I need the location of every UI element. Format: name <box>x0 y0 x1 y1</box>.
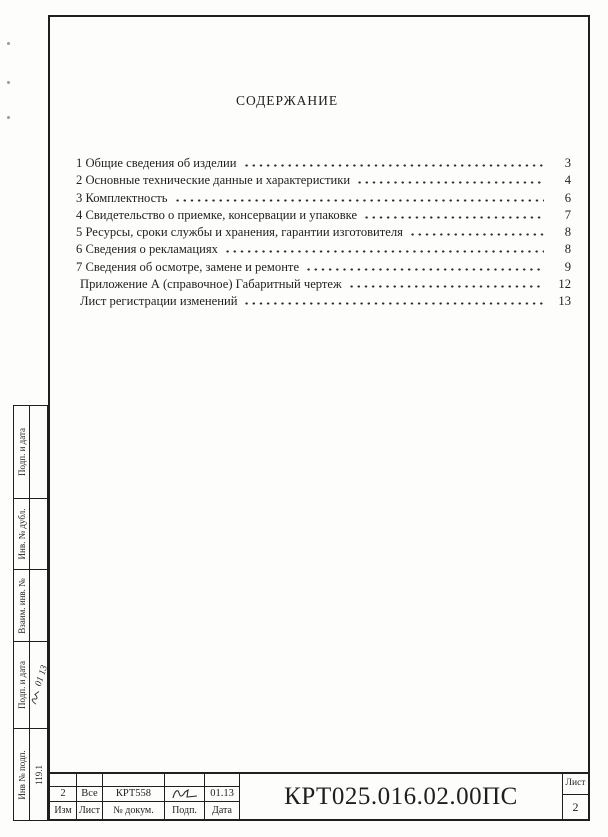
toc-entry-label: Приложение А (справочное) Габаритный чертеж <box>80 277 342 292</box>
page-title: СОДЕРЖАНИЕ <box>236 93 339 108</box>
title-block-empty-cell <box>50 774 77 787</box>
toc-leader-dots <box>363 216 544 219</box>
toc-row <box>76 225 571 242</box>
sheet-number-box <box>563 774 588 819</box>
strip-value-cell <box>30 406 47 499</box>
toc-row <box>76 242 571 259</box>
revision-sheet: Все <box>77 787 103 802</box>
toc-leader-dots <box>356 181 544 184</box>
toc-row <box>76 173 571 190</box>
strip-value-cell <box>30 499 47 570</box>
sheet-number: 2 <box>572 800 579 814</box>
toc-row <box>76 277 571 294</box>
toc-entry-label: 1 Общие сведения об изделии <box>76 156 237 170</box>
toc-page-number: 12 <box>558 277 571 292</box>
strip-label: Инв. № дубл. <box>16 508 27 560</box>
drawing-frame <box>48 15 590 821</box>
toc-leader-dots <box>174 199 544 202</box>
revision-number: 2 <box>50 787 77 802</box>
strip-label: Подп. и дата <box>16 427 27 477</box>
toc-page-number: 3 <box>564 156 571 170</box>
toc-page-number: 4 <box>564 173 571 188</box>
signature-icon <box>170 788 200 800</box>
strip-label: Инв № подп. <box>16 749 27 800</box>
handwritten-signature-date <box>28 664 50 705</box>
strip-label-cell <box>14 729 30 820</box>
signature-cell <box>165 787 205 802</box>
toc-entry-label: 5 Ресурсы, сроки службы и хранения, гарантии изготовителя <box>76 225 403 240</box>
toc-leader-dots <box>224 250 544 253</box>
inventory-side-strip <box>13 405 48 821</box>
scan-speck <box>7 42 10 45</box>
title-block-empty-cell <box>165 774 205 787</box>
toc-leader-dots <box>243 302 544 305</box>
header-date: Дата <box>205 802 240 819</box>
toc-leader-dots <box>243 164 544 167</box>
inventory-number: 119.1 <box>33 764 44 785</box>
toc-row <box>76 191 571 208</box>
toc-page-number: 9 <box>564 259 571 274</box>
header-doc-no: № докум. <box>103 802 165 819</box>
strip-label: Подп. и дата <box>16 660 27 710</box>
handwritten-date: 01 13 <box>33 664 50 688</box>
toc-page-number: 13 <box>558 294 571 309</box>
toc-entry-label: Лист регистрации изменений <box>80 294 238 309</box>
document-number: КРТ558 <box>103 787 165 802</box>
toc-entry-label: 2 Основные технические данные и характеристики <box>76 173 351 188</box>
scan-speck <box>7 116 10 119</box>
revision-date: 01.13 <box>205 787 240 802</box>
document-designation: КРТ025.016.02.00ПС <box>240 774 563 819</box>
title-block-empty-cell <box>77 774 103 787</box>
toc-page-number: 6 <box>564 190 571 205</box>
header-list: Лист <box>77 802 103 819</box>
header-podp: Подп. <box>165 802 205 819</box>
strip-label-cell <box>14 642 30 729</box>
toc-leader-dots <box>348 285 544 288</box>
title-block-empty-cell <box>205 774 240 787</box>
strip-label-cell <box>14 406 30 499</box>
strip-value-cell <box>30 570 47 642</box>
signature-icon <box>28 688 42 706</box>
strip-label: Взаим. инв. № <box>16 577 27 634</box>
table-of-contents <box>76 156 571 312</box>
toc-page-number: 8 <box>564 225 571 240</box>
scan-speck <box>7 81 10 84</box>
toc-row <box>76 208 571 225</box>
strip-label-cell <box>14 499 30 570</box>
toc-entry-label: 4 Свидетельство о приемке, консервации и упаковке <box>76 207 358 222</box>
title-block <box>50 772 588 819</box>
toc-page-number: 7 <box>564 207 571 222</box>
toc-leader-dots <box>305 268 544 271</box>
toc-entry-label: 3 Комплектность <box>76 190 168 205</box>
header-izm: Изм <box>50 802 77 819</box>
toc-page-number: 8 <box>564 242 571 257</box>
toc-row <box>76 156 571 173</box>
title-block-empty-cell <box>103 774 165 787</box>
toc-leader-dots <box>409 233 544 236</box>
toc-entry-label: 7 Сведения об осмотре, замене и ремонте <box>76 259 300 274</box>
strip-value-cell <box>30 642 50 729</box>
sheet-label: Лист <box>563 774 588 795</box>
strip-label-cell <box>14 570 30 642</box>
toc-row <box>76 260 571 277</box>
toc-entry-label: 6 Сведения о рекламациях <box>76 242 218 257</box>
strip-value-cell <box>30 729 47 820</box>
toc-row <box>76 294 571 311</box>
